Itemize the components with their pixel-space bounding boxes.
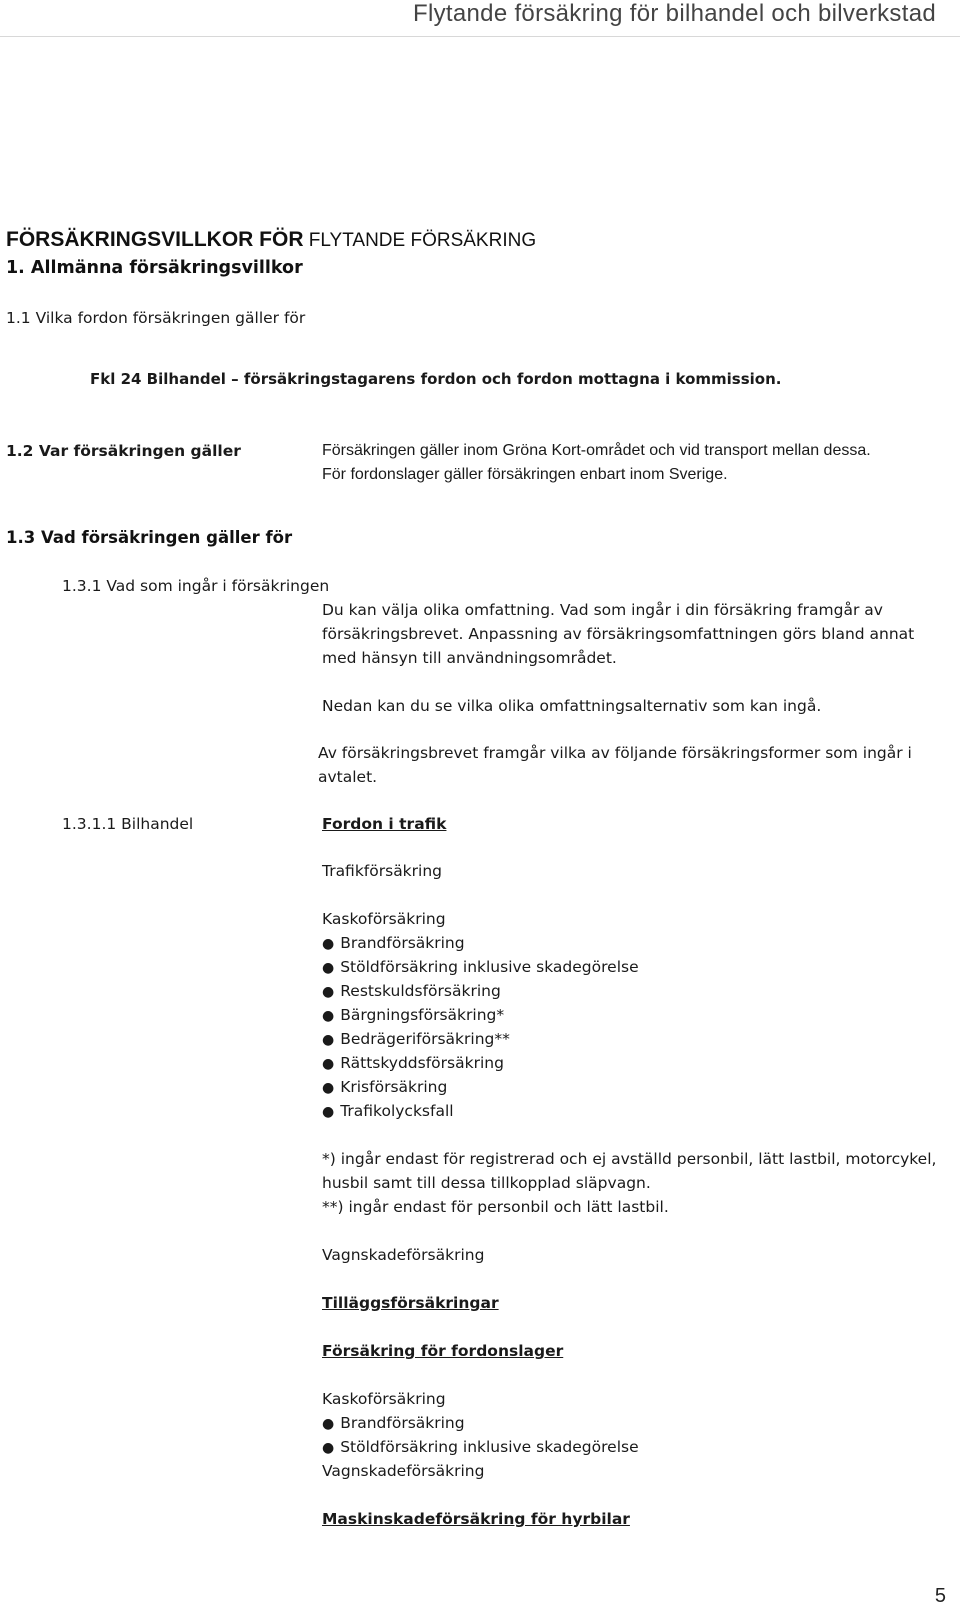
fordon-i-trafik-heading: Fordon i trafik <box>322 815 447 833</box>
list-item <box>322 1078 447 1096</box>
list-item <box>322 1054 504 1072</box>
list-item <box>322 934 465 952</box>
list-item <box>322 1414 465 1432</box>
list-item-label: Stöldförsäkring inklusive skadegörelse <box>340 1438 639 1456</box>
fordonslager-heading: Försäkring för fordonslager <box>322 1342 564 1360</box>
list-item-label: Krisförsäkring <box>340 1078 448 1096</box>
section-1-2-line-2: För fordonslager gäller försäkringen enbart inom Sverige. <box>322 466 728 483</box>
header-rule <box>0 36 960 37</box>
document-title-rest: FLYTANDE FÖRSÄKRING <box>303 230 537 251</box>
footnote-1-line-2: husbil samt till dessa tillkopplad släpvagn. <box>322 1174 651 1192</box>
tillaggsforsakringar-heading: Tilläggsförsäkringar <box>322 1294 499 1312</box>
list-item <box>322 1006 504 1024</box>
list-item <box>322 1030 510 1048</box>
list-item <box>322 1102 454 1120</box>
section-1-3-heading: 1.3 Vad försäkringen gäller för <box>6 528 293 547</box>
bullet-icon: ● <box>322 984 335 1000</box>
list-item-label: Bärgningsförsäkring* <box>340 1006 505 1024</box>
kaskoforsakring: Kaskoförsäkring <box>322 910 446 928</box>
section-1-2-heading: 1.2 Var försäkringen gäller <box>6 442 241 460</box>
section-1-3-1-heading: 1.3.1 Vad som ingår i försäkringen <box>62 577 330 595</box>
list-item <box>322 1438 639 1456</box>
running-header: Flytande försäkring för bilhandel och bilverkstad <box>413 0 936 27</box>
bullet-icon: ● <box>322 1440 335 1456</box>
list-item-label: Restskuldsförsäkring <box>340 982 501 1000</box>
bullet-icon: ● <box>322 1416 335 1432</box>
page-number: 5 <box>934 1585 946 1607</box>
section-1-heading: 1. Allmänna försäkringsvillkor <box>6 258 303 278</box>
bullet-icon: ● <box>322 1032 335 1048</box>
trafikforsakring: Trafikförsäkring <box>322 862 443 880</box>
list-item-label: Brandförsäkring <box>340 934 465 952</box>
bullet-icon: ● <box>322 1080 335 1096</box>
maskinskadeforsakring-heading: Maskinskadeförsäkring för hyrbilar <box>322 1510 630 1528</box>
fordonslager-kaskoforsakring: Kaskoförsäkring <box>322 1390 446 1408</box>
section-1-3-1-para2: Nedan kan du se vilka olika omfattningsalternativ som kan ingå. <box>322 697 822 715</box>
bullet-icon: ● <box>322 1104 335 1120</box>
section-1-1-heading: 1.1 Vilka fordon försäkringen gäller för <box>6 309 306 327</box>
footnote-2: **) ingår endast för personbil och lätt lastbil. <box>322 1198 669 1216</box>
section-1-3-1-para1-line3: med hänsyn till användningsområdet. <box>322 649 617 667</box>
document-title <box>6 228 536 252</box>
footnote-1-line-1: *) ingår endast för registrerad och ej avställd personbil, lätt lastbil, motorcykel, <box>322 1150 937 1168</box>
document-title-bold: FÖRSÄKRINGSVILLKOR FÖR <box>6 228 304 251</box>
list-item-label: Stöldförsäkring inklusive skadegörelse <box>340 958 639 976</box>
vagnskadeforsakring: Vagnskadeförsäkring <box>322 1246 485 1264</box>
list-item-label: Bedrägeriförsäkring** <box>340 1030 510 1048</box>
section-1-3-1-para1-line1: Du kan välja olika omfattning. Vad som ingår i din försäkring framgår av <box>322 601 883 619</box>
section-1-2-line-1: Försäkringen gäller inom Gröna Kort-området och vid transport mellan dessa. <box>322 442 871 459</box>
list-item <box>322 958 639 976</box>
list-item-label: Trafikolycksfall <box>340 1102 454 1120</box>
fordonslager-vagnskadeforsakring: Vagnskadeförsäkring <box>322 1462 485 1480</box>
section-1-1-text: Fkl 24 Bilhandel – försäkringstagarens fordon och fordon mottagna i kommission. <box>90 370 782 388</box>
section-1-3-1-1-label: 1.3.1.1 Bilhandel <box>62 815 194 833</box>
list-item <box>322 982 501 1000</box>
bullet-icon: ● <box>322 1056 335 1072</box>
bullet-icon: ● <box>322 960 335 976</box>
bullet-icon: ● <box>322 1008 335 1024</box>
bullet-icon: ● <box>322 936 335 952</box>
section-1-3-1-para1-line2: försäkringsbrevet. Anpassning av försäkringsomfattningen görs bland annat <box>322 625 915 643</box>
list-item-label: Brandförsäkring <box>340 1414 465 1432</box>
section-1-3-1-para3-line2: avtalet. <box>318 768 378 786</box>
list-item-label: Rättskyddsförsäkring <box>340 1054 504 1072</box>
section-1-3-1-para3-line1: Av försäkringsbrevet framgår vilka av följande försäkringsformer som ingår i <box>318 744 912 762</box>
